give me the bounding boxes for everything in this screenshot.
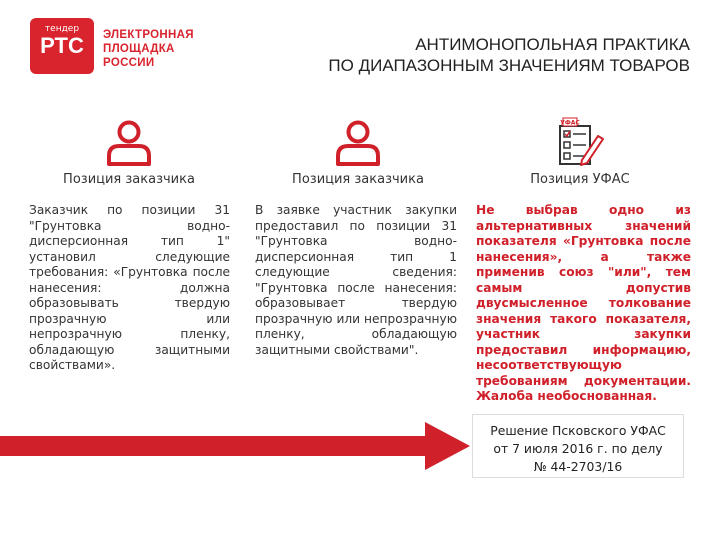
logo-small-text: тендер [44, 24, 80, 34]
column-heading-customer-2: Позиция заказчика [292, 172, 424, 187]
column-text-ufas: Не выбрав одно из альтернативных значений показателя «Грунтовка после нанесения», а также применив союз "или", тем самым допустив двусмысленное толкование значения такого показателя, участник закупки предоставил информацию, несоответствующую требованиям документации. Жалоба необоснованная. [476, 203, 691, 403]
logo-caption-line: РОССИИ [103, 57, 155, 69]
decision-line-1: Решение Псковского УФАС [490, 423, 666, 438]
page-title-line-1: АНТИМОНОПОЛЬНАЯ ПРАКТИКА [415, 35, 690, 54]
column-text-customer: Заказчик по позиции 31 "Грунтовка водно-дисперсионная тип 1" установил следующие требования: «Грунтовка после нанесения: должна образовывать твердую прозрачную или непрозрачную пленку, обладающую защитными свойствами». [29, 203, 230, 372]
ufas-document-icon [558, 116, 606, 168]
decision-box [472, 414, 684, 478]
arrow-right-icon [0, 418, 480, 478]
column-text-participant: В заявке участник закупки предоставил по позиции 31 "Грунтовка водно-дисперсионная тип 1 следующие сведения: "Грунтовка после нанесения: образовывает твердую прозрачную или непрозрачную пленку, обладающую защитными свойствами". [255, 203, 457, 357]
logo [30, 18, 94, 74]
person-icon [104, 118, 154, 168]
decision-line-2: от 7 июля 2016 г. по делу [493, 441, 663, 456]
page-title-line-2: ПО ДИАПАЗОННЫМ ЗНАЧЕНИЯМ ТОВАРОВ [328, 56, 690, 75]
decision-line-3: № 44-2703/16 [533, 459, 623, 474]
column-heading-customer-1: Позиция заказчика [63, 172, 195, 187]
logo-caption-line: ЭЛЕКТРОННАЯ [103, 29, 194, 41]
logo-caption [103, 28, 194, 70]
column-heading-ufas: Позиция УФАС [530, 172, 630, 187]
logo-caption-line: ПЛОЩАДКА [103, 43, 175, 55]
ufas-icon-label: УФАС [560, 119, 580, 127]
person-icon [333, 118, 383, 168]
logo-big-text: РТС [40, 33, 84, 58]
page-title [328, 34, 690, 76]
